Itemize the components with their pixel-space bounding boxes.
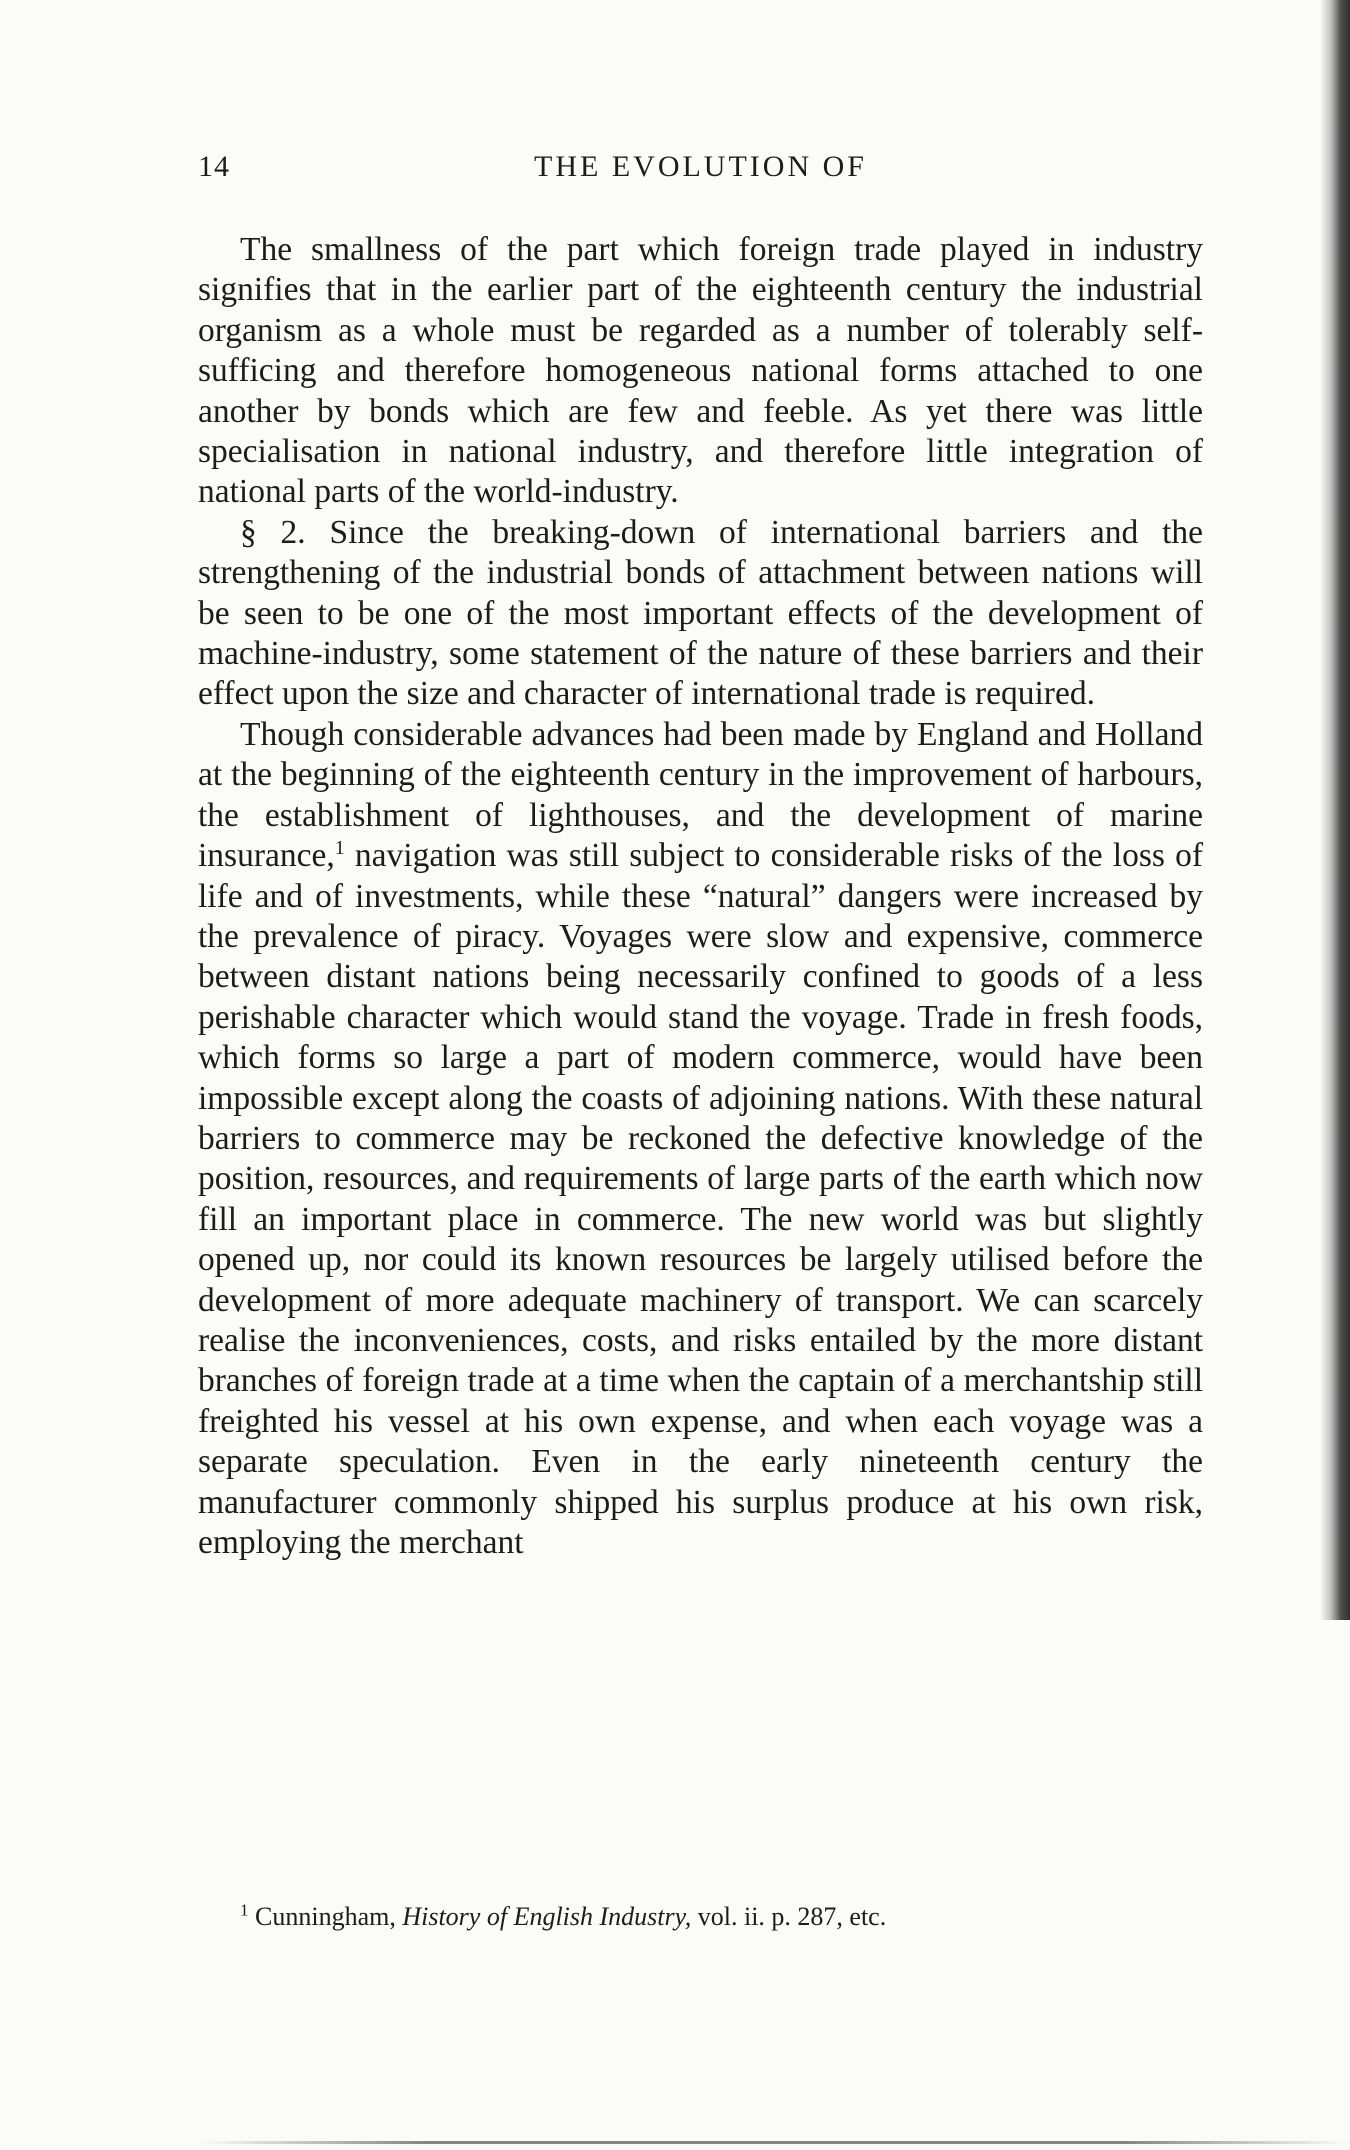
- paragraph-2: § 2. Since the breaking-down of international barriers and the strengthening of the industrial bonds of attachment between nations will be seen to be one of the most important effects of the development of machine-industry, some statement of the nature of these barriers and their effect upon the size and character of international trade is required.: [198, 513, 1203, 713]
- footnote-title: History of English Industry,: [402, 1902, 692, 1931]
- paragraph-1: The smallness of the part which foreign trade played in industry signifies that in the earlier part of the eighteenth century the industrial organism as a whole must be regarded as a number of tolerably self-sufficing and therefore homogeneous national forms attached to one another by bonds which are few and feeble. As yet there was little specialisation in national industry, and therefore little integration of national parts of the world-industry.: [198, 231, 1203, 511]
- paragraph-3-text-after-note: navigation was still subject to considerable risks of the loss of life and of investments, while these “natural” dangers were increased by the prevalence of piracy. Voyages were slow and expensive, commerce between distant nations being necessarily confined to goods of a less perishable character which would stand the voyage. Trade in fresh foods, which forms so large a part of modern commerce, would have been impossible except along the coasts of adjoining nations. With these natural barriers to commerce may be reckoned the defective knowledge of the position, resources, and requirements of large parts of the earth which now fill an important place in commerce. The new world was but slightly opened up, nor could its known resources be largely utilised before the development of more adequate machinery of transport. We can scarcely realise the inconveniences, costs, and risks entailed by the more distant branches of foreign trade at a time when the captain of a merchantship still freighted his vessel at his own expense, and when each voyage was a separate speculation. Even in the early nineteenth century the manufacturer commonly shipped his surplus produce at his own risk, employing the merchant: [198, 837, 1203, 1561]
- running-head: THE EVOLUTION OF: [534, 150, 867, 183]
- footnote-mark: 1: [240, 1900, 249, 1920]
- footnote: [198, 1900, 1203, 1934]
- footnote-reference: 1: [334, 836, 345, 859]
- page-binding-shadow: [1320, 0, 1350, 1620]
- paragraph-3-text-before-note: Though considerable advances had been made by England and Holland at the beginning of the eighteenth century in the improvement of harbours, the establishment of lighthouses, and the development of marine insurance,: [198, 715, 1203, 875]
- paragraph-3: [198, 715, 1203, 1564]
- page-bottom-edge: [200, 2141, 1350, 2144]
- footnote-citation: vol. ii. p. 287, etc.: [697, 1902, 887, 1931]
- page-number: 14: [198, 150, 230, 183]
- footnote-author: Cunningham,: [255, 1902, 396, 1931]
- page-header: [198, 150, 1203, 200]
- body-text: [198, 230, 1203, 1563]
